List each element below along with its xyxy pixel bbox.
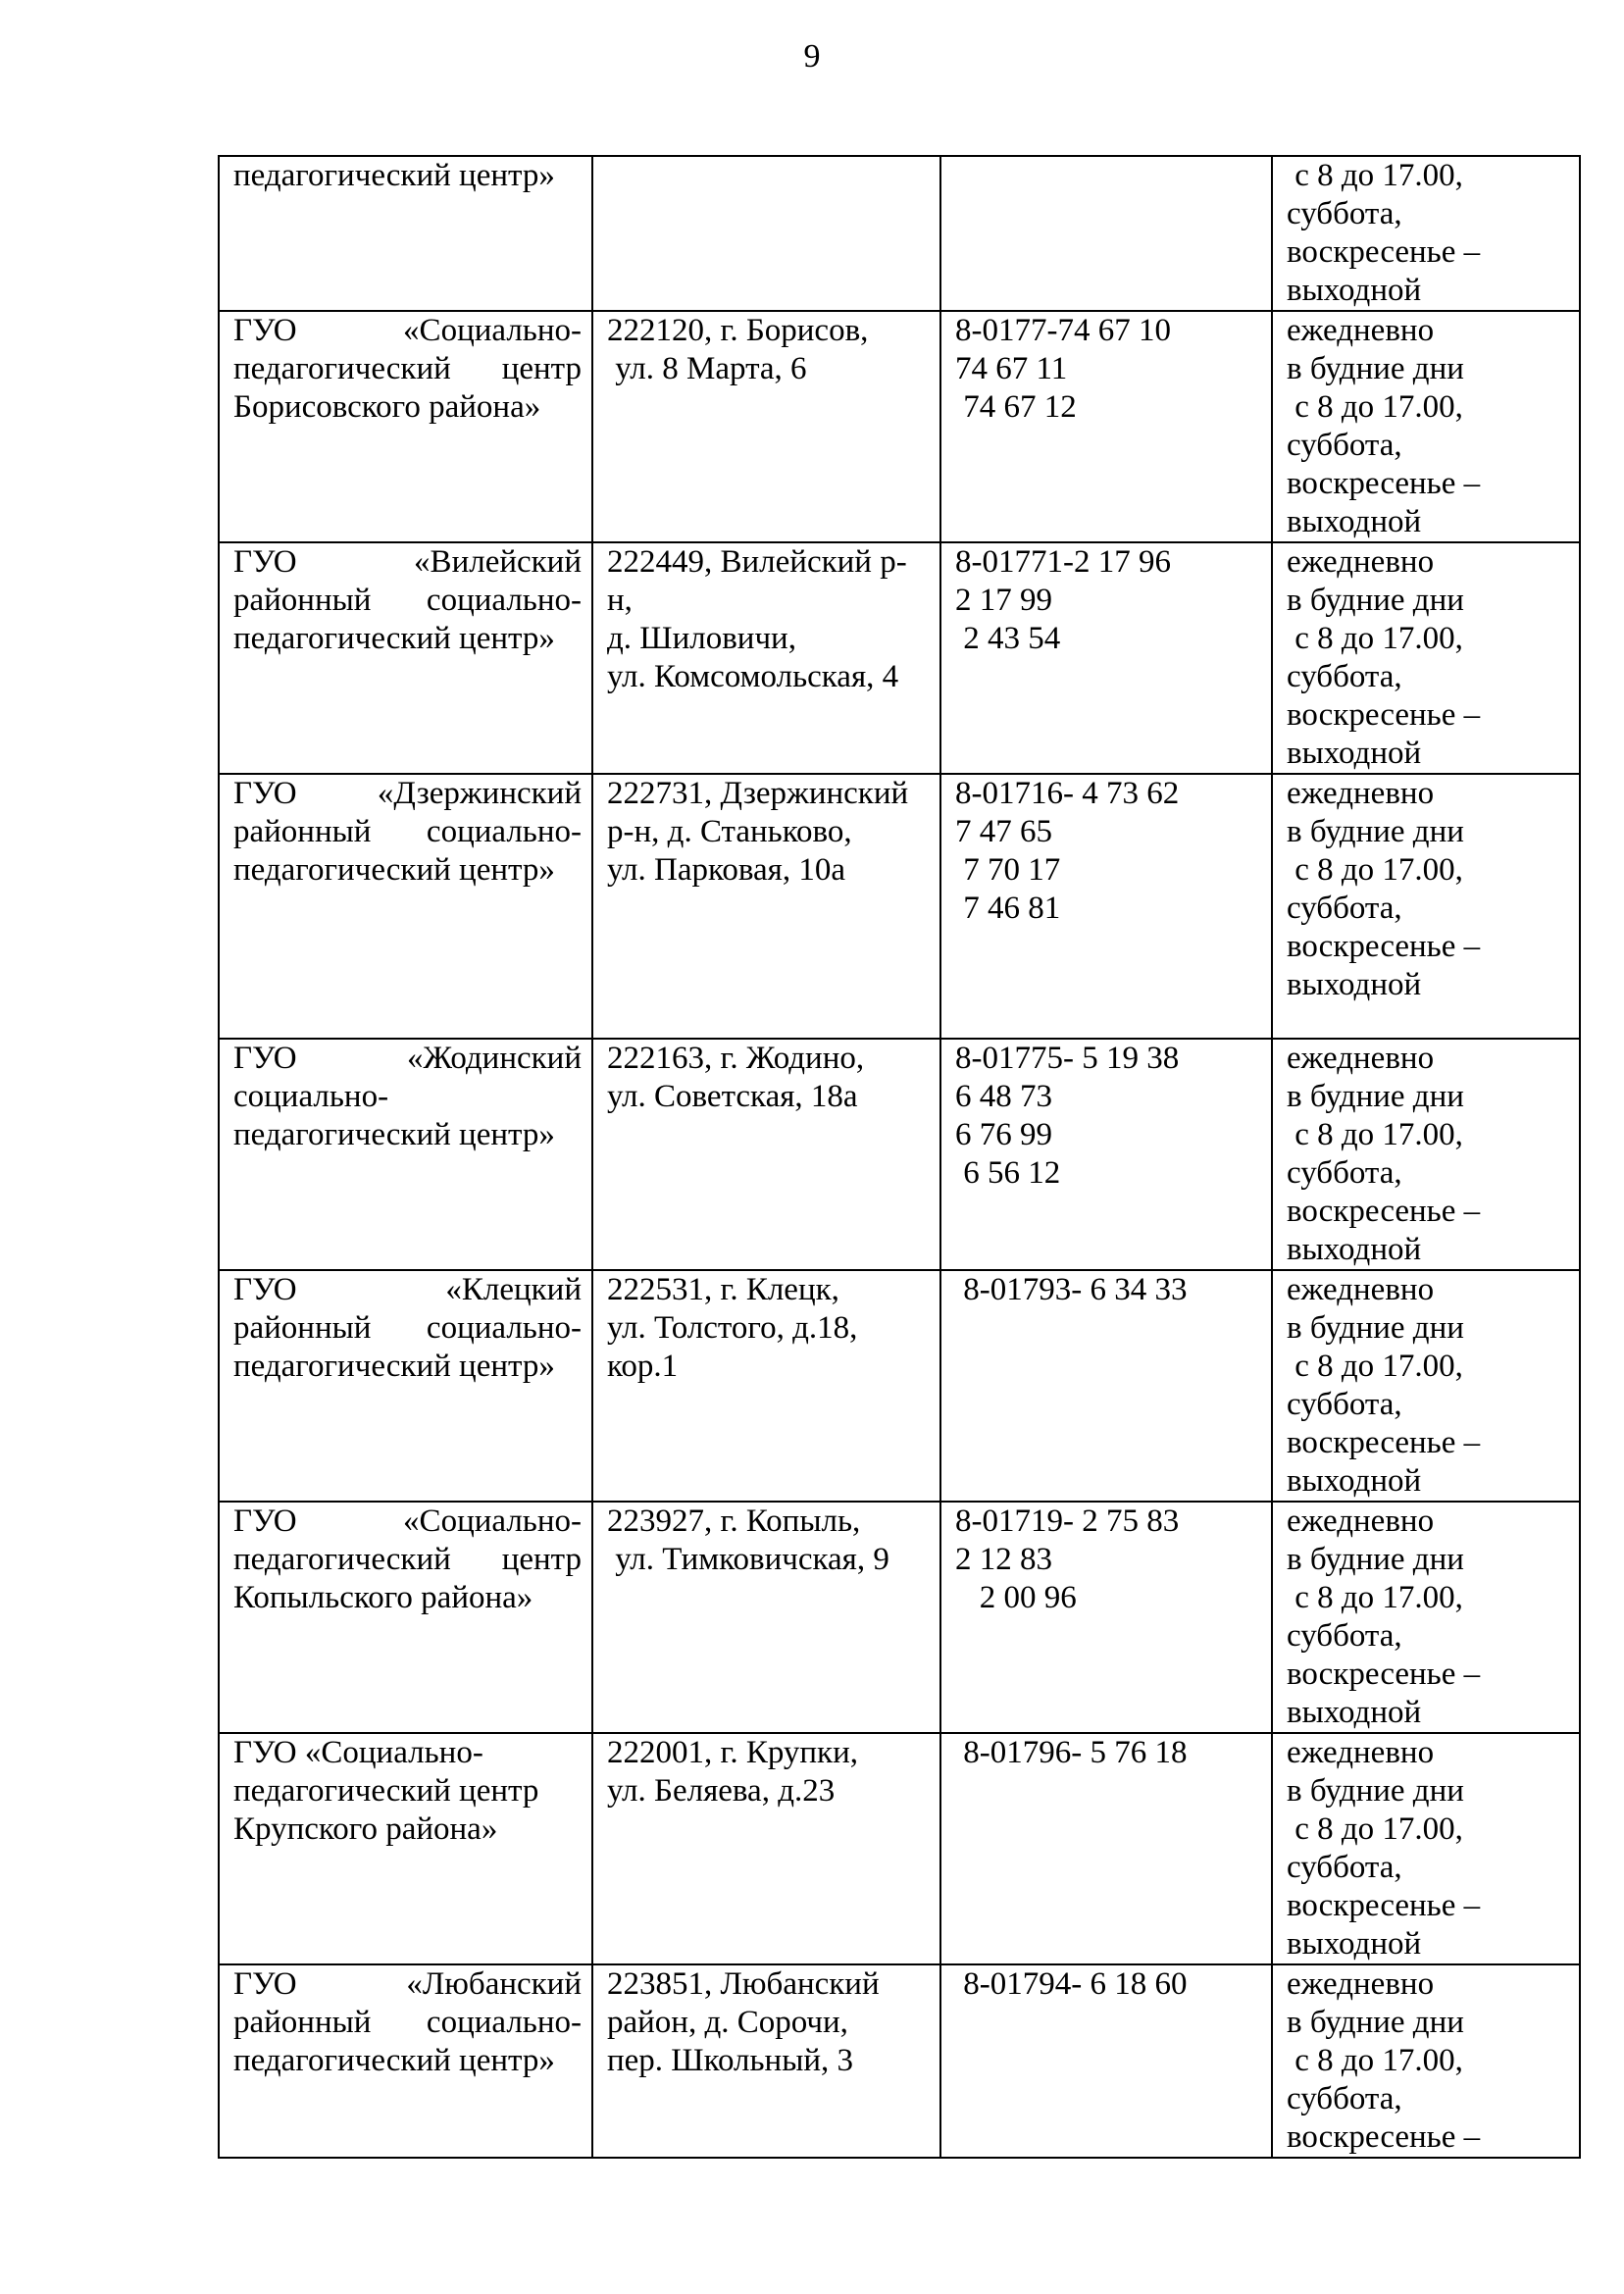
institution-name-cell — [219, 1270, 592, 1502]
table-row — [219, 1502, 1580, 1733]
address-cell — [592, 311, 940, 542]
working-hours-line: выходной — [1287, 1695, 1422, 1730]
working-hours-line: суббота, — [1287, 1155, 1402, 1191]
address-cell — [592, 1039, 940, 1270]
phone-line: 8-01794- 6 18 60 — [955, 1966, 1188, 2002]
working-hours-line: в будние дни — [1287, 1773, 1464, 1809]
phone-line: 2 00 96 — [955, 1580, 1077, 1615]
phone-cell — [940, 1270, 1272, 1502]
address-line: пер. Школьный, 3 — [607, 2043, 854, 2078]
working-hours-line: с 8 до 17.00, — [1287, 1811, 1463, 1847]
address-line: 222120, г. Борисов, — [607, 313, 869, 348]
phone-cell — [940, 774, 1272, 1039]
working-hours-line: суббота, — [1287, 196, 1402, 231]
institution-name-line: педагогический центр — [233, 351, 582, 386]
institution-name-line: педагогический центр» — [233, 1349, 555, 1384]
address-line: ул. Советская, 18а — [607, 1079, 858, 1114]
phone-line: 2 12 83 — [955, 1542, 1052, 1577]
working-hours-line: с 8 до 17.00, — [1287, 1349, 1463, 1384]
phone-line: 7 47 65 — [955, 814, 1052, 849]
institution-name-line: ГУО «Социально- — [233, 1504, 582, 1539]
address-line: 222001, г. Крупки, — [607, 1735, 858, 1770]
institution-name-line: педагогический центр» — [233, 621, 555, 656]
institution-name-line: районный социально- — [233, 583, 582, 618]
address-cell — [592, 156, 940, 311]
address-line: 222449, Вилейский р- — [607, 544, 907, 580]
institution-name-line: педагогический центр» — [233, 852, 555, 888]
address-line: р-н, д. Станьково, — [607, 814, 852, 849]
institution-name-line: районный социально- — [233, 1310, 582, 1346]
institution-name-line: Крупского района» — [233, 1811, 498, 1847]
working-hours-line: выходной — [1287, 1926, 1422, 1962]
table-row — [219, 1270, 1580, 1502]
working-hours-cell — [1272, 542, 1580, 774]
institution-name-cell — [219, 774, 592, 1039]
institution-name-cell — [219, 542, 592, 774]
phone-line: 74 67 11 — [955, 351, 1068, 386]
phone-line: 8-0177-74 67 10 — [955, 313, 1171, 348]
institution-name-line: ГУО «Дзержинский — [233, 776, 582, 811]
working-hours-line: суббота, — [1287, 1618, 1402, 1654]
working-hours-line: в будние дни — [1287, 1079, 1464, 1114]
phone-cell — [940, 156, 1272, 311]
working-hours-line: воскресенье – — [1287, 929, 1481, 964]
address-cell — [592, 1733, 940, 1964]
address-line: район, д. Сорочи, — [607, 2005, 848, 2040]
working-hours-cell — [1272, 1964, 1580, 2158]
working-hours-cell — [1272, 1733, 1580, 1964]
institution-name-line: педагогический центр — [233, 1542, 582, 1577]
address-line: д. Шиловичи, — [607, 621, 796, 656]
working-hours-line: воскресенье – — [1287, 466, 1481, 501]
address-cell — [592, 1964, 940, 2158]
institution-name-line: педагогический центр» — [233, 158, 555, 193]
working-hours-line: воскресенье – — [1287, 234, 1481, 270]
working-hours-line: в будние дни — [1287, 1310, 1464, 1346]
institution-name-line: педагогический центр» — [233, 1117, 555, 1152]
address-line: кор.1 — [607, 1349, 679, 1384]
working-hours-line: ежедневно — [1287, 776, 1435, 811]
working-hours-line: в будние дни — [1287, 1542, 1464, 1577]
institution-name-line: Копыльского района» — [233, 1580, 533, 1615]
centers-table — [218, 155, 1581, 2159]
working-hours-line: ежедневно — [1287, 1272, 1435, 1307]
institution-name-line: педагогический центр» — [233, 2043, 555, 2078]
institution-name-cell — [219, 311, 592, 542]
working-hours-line: воскресенье – — [1287, 1657, 1481, 1692]
working-hours-line: выходной — [1287, 736, 1422, 771]
working-hours-line: в будние дни — [1287, 2005, 1464, 2040]
institution-name-line: районный социально- — [233, 2005, 582, 2040]
phone-line: 8-01796- 5 76 18 — [955, 1735, 1188, 1770]
institution-name-line: ГУО «Жодинский — [233, 1041, 582, 1076]
working-hours-cell — [1272, 311, 1580, 542]
address-line: ул. Беляева, д.23 — [607, 1773, 836, 1809]
address-cell — [592, 542, 940, 774]
phone-line: 2 43 54 — [955, 621, 1061, 656]
working-hours-line: с 8 до 17.00, — [1287, 852, 1463, 888]
working-hours-line: ежедневно — [1287, 1504, 1435, 1539]
table-row — [219, 1733, 1580, 1964]
working-hours-line: выходной — [1287, 273, 1422, 308]
working-hours-cell — [1272, 774, 1580, 1039]
institution-name-line: ГУО «Социально- — [233, 1735, 483, 1770]
address-line: ул. Парковая, 10а — [607, 852, 845, 888]
page-number: 9 — [803, 38, 821, 75]
working-hours-line: в будние дни — [1287, 814, 1464, 849]
institution-name-cell — [219, 1964, 592, 2158]
institution-name-line: педагогический центр — [233, 1773, 539, 1809]
working-hours-line: ежедневно — [1287, 1041, 1435, 1076]
working-hours-line: ежедневно — [1287, 544, 1435, 580]
institution-name-line: районный социально- — [233, 814, 582, 849]
working-hours-line: воскресенье – — [1287, 1888, 1481, 1923]
phone-cell — [940, 1964, 1272, 2158]
address-line: ул. Комсомольская, 4 — [607, 659, 899, 694]
working-hours-line: воскресенье – — [1287, 1194, 1481, 1229]
address-line: 223851, Любанский — [607, 1966, 880, 2002]
working-hours-line: суббота, — [1287, 659, 1402, 694]
working-hours-line: выходной — [1287, 504, 1422, 539]
working-hours-line: выходной — [1287, 967, 1422, 1002]
working-hours-line: выходной — [1287, 1232, 1422, 1267]
address-line: 222163, г. Жодино, — [607, 1041, 865, 1076]
working-hours-line: выходной — [1287, 1463, 1422, 1499]
working-hours-cell — [1272, 1270, 1580, 1502]
working-hours-line: воскресенье – — [1287, 1425, 1481, 1460]
working-hours-line: с 8 до 17.00, — [1287, 621, 1463, 656]
phone-line: 7 46 81 — [955, 891, 1061, 926]
working-hours-cell — [1272, 1502, 1580, 1733]
working-hours-line: воскресенье – — [1287, 697, 1481, 733]
working-hours-line: в будние дни — [1287, 351, 1464, 386]
table-row — [219, 1964, 1580, 2158]
phone-line: 8-01771-2 17 96 — [955, 544, 1171, 580]
institution-name-line: Борисовского района» — [233, 389, 541, 425]
phone-line: 8-01716- 4 73 62 — [955, 776, 1180, 811]
table-row — [219, 542, 1580, 774]
address-line: ул. Толстого, д.18, — [607, 1310, 858, 1346]
institution-name-cell — [219, 1039, 592, 1270]
phone-cell — [940, 542, 1272, 774]
address-line: 222731, Дзержинский — [607, 776, 909, 811]
working-hours-cell — [1272, 1039, 1580, 1270]
working-hours-line: с 8 до 17.00, — [1287, 389, 1463, 425]
institution-name-line: ГУО «Вилейский — [233, 544, 582, 580]
working-hours-line: в будние дни — [1287, 583, 1464, 618]
institution-name-cell — [219, 1733, 592, 1964]
working-hours-line: воскресенье – — [1287, 2119, 1481, 2155]
phone-cell — [940, 1039, 1272, 1270]
table-row — [219, 774, 1580, 1039]
table-row — [219, 1039, 1580, 1270]
phone-line: 6 48 73 — [955, 1079, 1052, 1114]
working-hours-line: суббота, — [1287, 2081, 1402, 2116]
address-line: 222531, г. Клецк, — [607, 1272, 839, 1307]
working-hours-line: суббота, — [1287, 891, 1402, 926]
address-line: н, — [607, 583, 633, 618]
working-hours-line: суббота, — [1287, 1387, 1402, 1422]
institution-name-line: ГУО «Социально- — [233, 313, 582, 348]
phone-line: 7 70 17 — [955, 852, 1061, 888]
working-hours-line: с 8 до 17.00, — [1287, 1580, 1463, 1615]
phone-line: 6 56 12 — [955, 1155, 1061, 1191]
phone-cell — [940, 1502, 1272, 1733]
phone-cell — [940, 311, 1272, 542]
phone-line: 6 76 99 — [955, 1117, 1052, 1152]
working-hours-cell — [1272, 156, 1580, 311]
working-hours-line: суббота, — [1287, 1850, 1402, 1885]
table-row — [219, 156, 1580, 311]
working-hours-line: ежедневно — [1287, 313, 1435, 348]
address-line: ул. 8 Марта, 6 — [607, 351, 807, 386]
institution-name-line: социально- — [233, 1079, 389, 1114]
working-hours-line: ежедневно — [1287, 1966, 1435, 2002]
working-hours-line: с 8 до 17.00, — [1287, 158, 1463, 193]
working-hours-line: суббота, — [1287, 428, 1402, 463]
phone-line: 8-01793- 6 34 33 — [955, 1272, 1188, 1307]
phone-line: 2 17 99 — [955, 583, 1052, 618]
institution-name-cell — [219, 156, 592, 311]
institution-name-cell — [219, 1502, 592, 1733]
institution-name-line: ГУО «Любанский — [233, 1966, 582, 2002]
phone-line: 8-01775- 5 19 38 — [955, 1041, 1180, 1076]
table-row — [219, 311, 1580, 542]
phone-line: 74 67 12 — [955, 389, 1077, 425]
address-line: 223927, г. Копыль, — [607, 1504, 861, 1539]
working-hours-line: с 8 до 17.00, — [1287, 1117, 1463, 1152]
address-cell — [592, 1502, 940, 1733]
working-hours-line: с 8 до 17.00, — [1287, 2043, 1463, 2078]
address-line: ул. Тимковичская, 9 — [607, 1542, 889, 1577]
institution-name-line: ГУО «Клецкий — [233, 1272, 582, 1307]
working-hours-line: ежедневно — [1287, 1735, 1435, 1770]
address-cell — [592, 1270, 940, 1502]
centers-table-body — [219, 156, 1580, 2158]
address-cell — [592, 774, 940, 1039]
phone-line: 8-01719- 2 75 83 — [955, 1504, 1180, 1539]
phone-cell — [940, 1733, 1272, 1964]
